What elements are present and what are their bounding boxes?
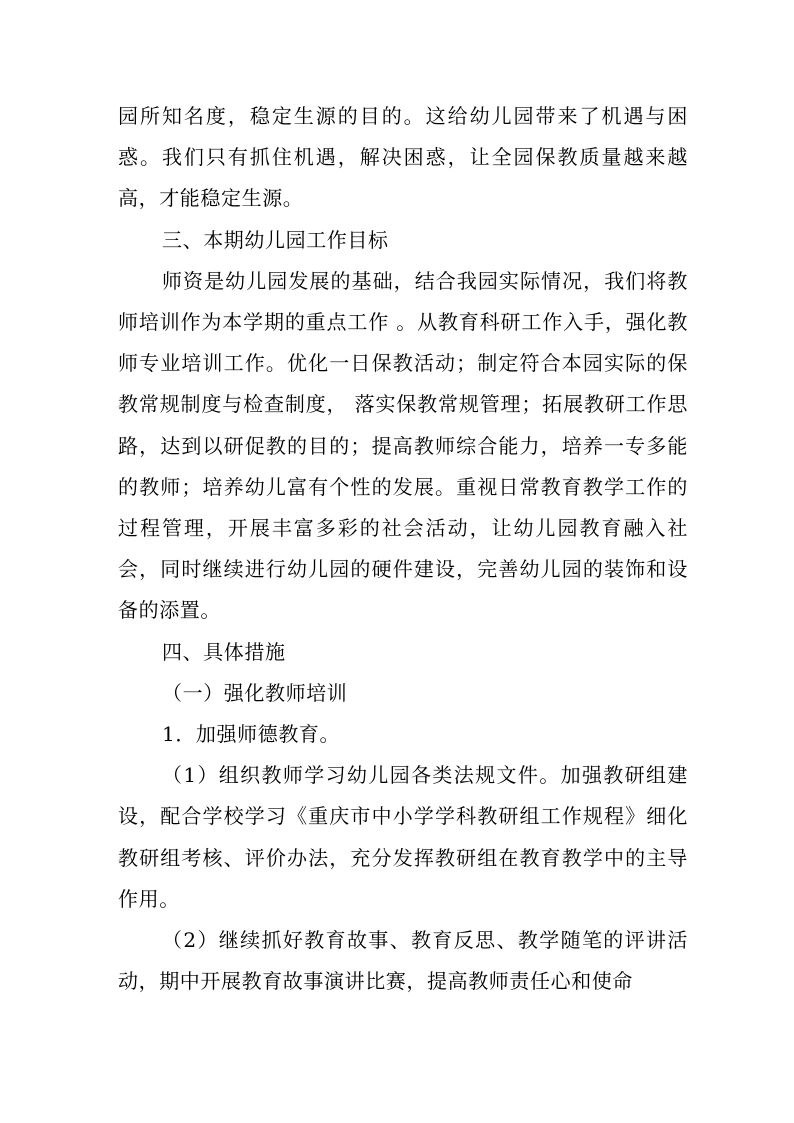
- paragraph-goals: 师资是幼儿园发展的基础，结合我园实际情况，我们将教师培训作为本学期的重点工作 。从教育科研工作入手，强化教师专业培训工作。优化一日保教活动；制定符合本园实际的保教常规制度与检查制度， 落实保教常规管理；拓展教研工作思路，达到以研促教的目的；提高教师综合能力，培养一专多能的教师；培养幼儿富有个性的发展。重视日常教育教学工作的过程管理，开展丰富多彩的社会活动，让幼儿园教育融入社会，同时继续进行幼儿园的硬件建设，完善幼儿园的装饰和设备的添置。: [118, 268, 688, 623]
- paragraph-item-1: （1）组织教师学习幼儿园各类法规文件。加强教研组建设，配合学校学习《重庆市中小学学科教研组工作规程》细化教研组考核、评价办法，充分发挥教研组在教育教学中的主导作用。: [118, 763, 688, 911]
- section-heading-measures: 四、具体措施: [162, 639, 286, 664]
- section-heading-goals: 三、本期幼儿园工作目标: [162, 227, 389, 252]
- document-body: [118, 96, 688, 1002]
- paragraph-continuation: 园所知名度，稳定生源的目的。这给幼儿园带来了机遇与困惑。我们只有抓住机遇，解决困惑，让全园保教质量越来越高，才能稳定生源。: [118, 104, 688, 211]
- item-heading-ethics: 1．加强师德教育。: [162, 722, 341, 747]
- subsection-heading-training: （一）强化教师培训: [162, 680, 348, 705]
- paragraph-item-2: （2）继续抓好教育故事、教育反思、教学随笔的评讲活动，期中开展教育故事演讲比赛，提高教师责任心和使命: [118, 928, 688, 994]
